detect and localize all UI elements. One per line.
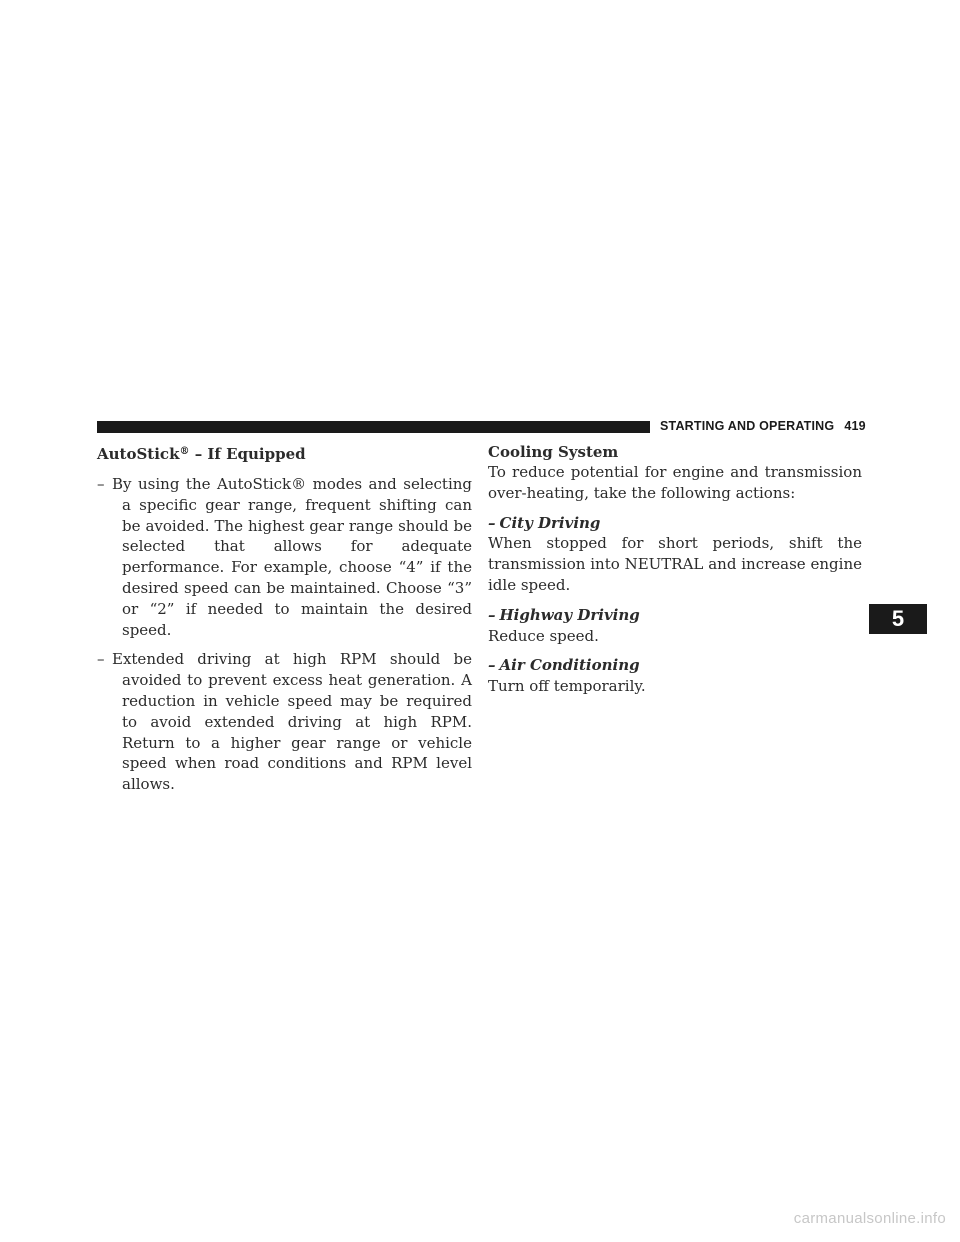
highway-driving-text: Reduce speed. — [488, 626, 599, 645]
header-rule — [97, 421, 650, 433]
dash-icon: – — [97, 650, 105, 669]
bullet-item — [97, 474, 472, 640]
city-driving-subhead: – City Driving — [488, 513, 601, 532]
bullet-item — [97, 649, 472, 795]
bullet-text: By using the AutoStick® modes and selecting a specific gear range, frequent shifting can be avoided. The highest gear range should be selected that allows for adequate performance. For example, choose “4” if the desired speed can be maintained. Choose “3” or “2” if needed to maintain the desired speed. — [112, 475, 472, 639]
bullet-text: Extended driving at high RPM should be avoided to prevent excess heat generation. A reduction in vehicle speed may be required to avoid extended driving at high RPM. Return to a higher gear range or vehicle speed when road conditions and RPM level allows. — [112, 650, 472, 794]
cooling-system-heading: Cooling System — [488, 443, 619, 461]
dash-icon: – — [488, 605, 496, 624]
registered-mark: ® — [179, 446, 190, 457]
footer-watermark: carmanualsonline.info — [793, 1210, 946, 1227]
city-driving-text: When stopped for short periods, shift the transmission into NEUTRAL and increase engine idle speed. — [488, 534, 862, 594]
autostick-heading: AutoStick® – If Equipped — [97, 445, 306, 463]
dash-icon: – — [488, 656, 496, 675]
highway-driving-subhead: – Highway Driving — [488, 605, 640, 624]
section-title: STARTING AND OPERATING — [660, 419, 835, 433]
air-conditioning-subhead: – Air Conditioning — [488, 656, 640, 675]
running-header — [660, 419, 866, 433]
right-column — [488, 442, 862, 697]
cooling-intro: To reduce potential for engine and transmission over-heating, take the following actions: — [488, 463, 862, 502]
chapter-tab: 5 — [869, 604, 927, 634]
dash-icon: – — [488, 513, 496, 532]
dash-icon: – — [97, 475, 105, 493]
air-conditioning-text: Turn off temporarily. — [488, 677, 646, 696]
left-column — [97, 442, 472, 804]
page-number: 419 — [844, 419, 866, 433]
